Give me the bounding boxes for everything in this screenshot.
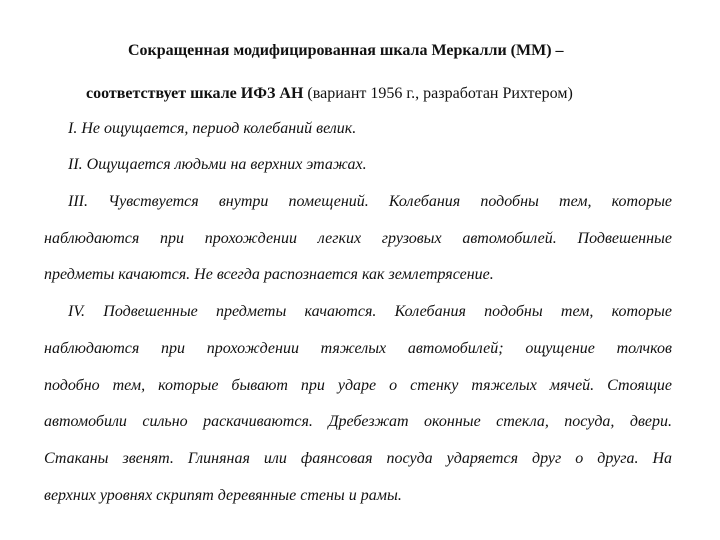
text-line-3: III. Чувствуется внутри помещений. Колебания подобны тем, которые [68, 193, 672, 210]
text-line-7: наблюдаются при прохождении тяжелых автомобилей; ощущение толчков [44, 340, 672, 357]
text-line-2: II. Ощущается людьми на верхних этажах. [68, 156, 367, 173]
text-line-5: предметы качаются. Не всегда распознается как землетрясение. [44, 266, 494, 283]
title-text-2c: (вариант 1956 г., разработан Рихтером) [307, 85, 573, 102]
title-line-1 [128, 42, 564, 60]
title-text-2b: ИФЗ АН [240, 85, 304, 102]
text-line-6: IV. Подвешенные предметы качаются. Колебания подобны тем, которые [68, 303, 672, 320]
title-line-2 [86, 85, 573, 103]
text-line-9: автомобили сильно раскачиваются. Дребезжат оконные стекла, посуда, двери. [44, 413, 672, 430]
title-text-2a: соответствует шкале [86, 85, 237, 102]
text-line-4: наблюдаются при прохождении легких грузовых автомобилей. Подвешенные [44, 230, 672, 247]
text-line-8: подобно тем, которые бывают при ударе о стенку тяжелых мячей. Стоящие [44, 377, 672, 394]
title-text-1: Сокращенная модифицированная шкала Меркалли (ММ) – [128, 42, 564, 59]
text-line-10: Стаканы звенят. Глиняная или фаянсовая посуда ударяется друг о друга. На [44, 450, 672, 467]
text-line-11: верхних уровнях скрипят деревянные стены и рамы. [44, 487, 402, 504]
text-line-1: I. Не ощущается, период колебаний велик. [68, 120, 357, 137]
